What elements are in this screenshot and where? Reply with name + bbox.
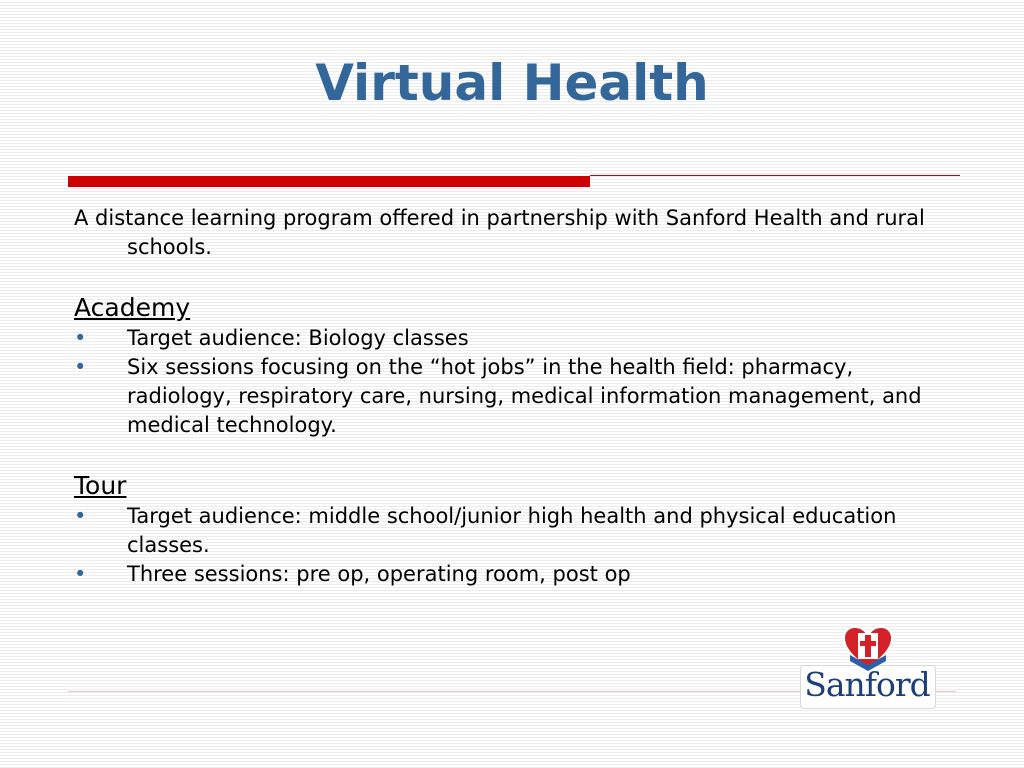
sanford-logo bbox=[800, 625, 936, 709]
bullet-list-tour bbox=[74, 502, 954, 589]
title-underline-thin bbox=[590, 175, 960, 176]
slide-title: Virtual Health bbox=[315, 54, 709, 112]
list-item-text: Three sessions: pre op, operating room, post op bbox=[127, 562, 631, 586]
logo-wordmark: Sanford bbox=[804, 665, 930, 704]
bullet-icon: • bbox=[74, 326, 87, 350]
section-heading-tour: Tour bbox=[74, 471, 127, 500]
list-item bbox=[74, 502, 954, 560]
list-item bbox=[74, 560, 954, 589]
list-item-text: Target audience: Biology classes bbox=[127, 326, 469, 350]
list-item bbox=[74, 353, 954, 440]
list-item-text: Target audience: middle school/junior high health and physical education classes. bbox=[127, 504, 897, 557]
bullet-list-academy bbox=[74, 324, 954, 440]
section-heading-academy: Academy bbox=[74, 293, 191, 322]
bullet-icon: • bbox=[74, 504, 87, 528]
list-item-text: Six sessions focusing on the “hot jobs” in the health field: pharmacy, radiology, respiratory care, nursing, medical information management, and medical technology. bbox=[127, 355, 922, 437]
bullet-icon: • bbox=[74, 355, 87, 379]
section-academy bbox=[74, 291, 954, 440]
section-tour bbox=[74, 469, 954, 589]
list-item bbox=[74, 324, 954, 353]
slide-body bbox=[74, 204, 954, 589]
title-underline-thick bbox=[68, 176, 590, 187]
intro-paragraph: A distance learning program offered in partnership with Sanford Health and rural schools. bbox=[74, 206, 925, 259]
bullet-icon: • bbox=[74, 562, 87, 586]
